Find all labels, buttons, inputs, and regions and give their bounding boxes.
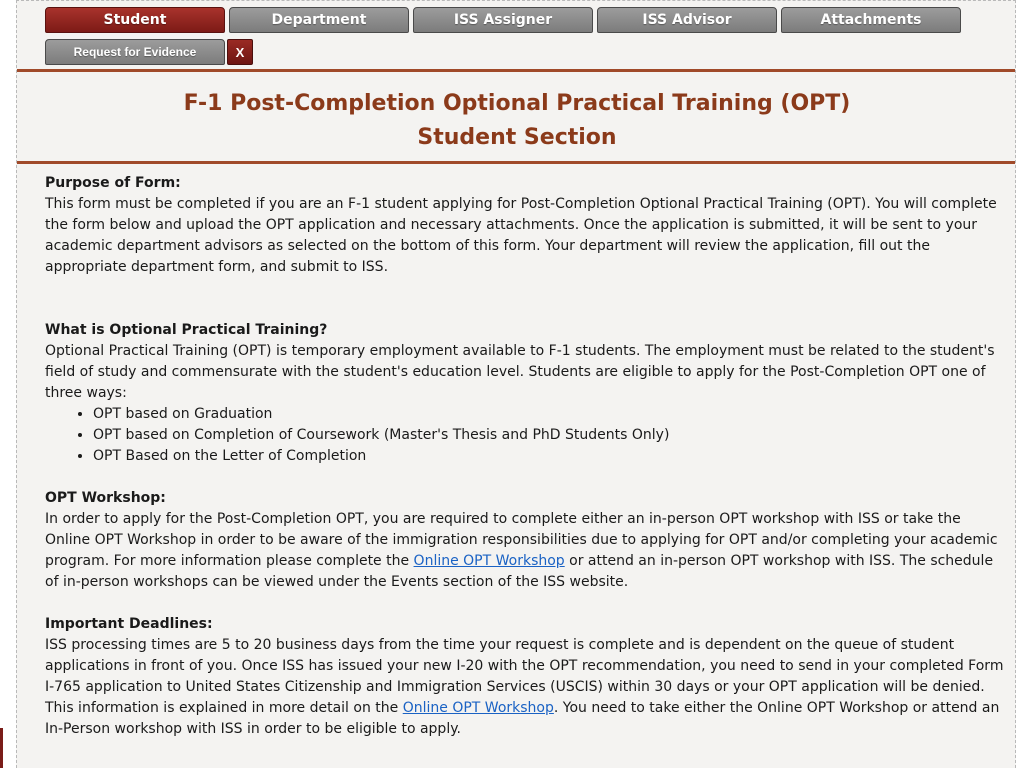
- tab-attachments[interactable]: Attachments: [781, 7, 961, 33]
- what-is-heading: What is Optional Practical Training?: [45, 322, 328, 338]
- purpose-body: This form must be completed if you are an F-1 student applying for Post-Completion Optional Practical Training (OPT). You will complete the form below and upload the OPT application and necessary attachments. Once the application is submitted, it will be sent to your academic department advisors as selected on the bottom of this form. Your department will review the application, fill out the appropriate department form, and submit to ISS.: [45, 196, 997, 275]
- section-opt-workshop: [45, 488, 1009, 593]
- tab-department[interactable]: Department: [229, 7, 409, 33]
- deadlines-heading: Important Deadlines:: [45, 616, 213, 632]
- list-item: • OPT based on Graduation: [93, 404, 1009, 425]
- tab-request-for-evidence[interactable]: Request for Evidence: [45, 39, 225, 65]
- close-tab-button[interactable]: [227, 39, 253, 65]
- tab-iss-advisor[interactable]: ISS Advisor: [597, 7, 777, 33]
- form-content: [45, 173, 1009, 761]
- form-frame: [16, 0, 1016, 768]
- workshop-heading: OPT Workshop:: [45, 490, 166, 506]
- deadlines-body: [45, 635, 1009, 740]
- purpose-heading: Purpose of Form:: [45, 175, 181, 191]
- list-item: • OPT Based on the Letter of Completion: [93, 446, 1009, 467]
- what-is-body: Optional Practical Training (OPT) is temporary employment available to F-1 students. The employment must be related to the student's field of study and commensurate with the student's education level. Students are eligible to apply for the Post-Completion OPT one of three ways:: [45, 343, 995, 401]
- left-edge-marker: [0, 728, 3, 768]
- section-purpose: [45, 173, 1009, 278]
- workshop-text-before: In order to apply for the Post-Completion OPT, you are required to complete either an in-person OPT workshop with ISS or take the Online OPT Workshop in order to be aware of the immigration responsibilities due to applying for OPT and/or completing your academic program. For more information please complete the: [45, 511, 998, 569]
- page-title: [17, 87, 1016, 155]
- deadlines-text-after: . You need to take either the Online OPT Workshop or attend an In-Person workshop with ISS in order to be eligible to apply.: [45, 700, 1000, 737]
- tab-student[interactable]: Student: [45, 7, 225, 33]
- deadlines-text-before: ISS processing times are 5 to 20 business days from the time your request is complete and is dependent on the queue of student applications in front of you. Once ISS has issued your new I-20 with the OPT recommendation, you need to send in your completed Form I-765 application to United States Citizenship and Immigration Services (USCIS) within 30 days or your OPT application will be denied. This information is explained in more detail on the: [45, 637, 1004, 716]
- top-divider: [17, 69, 1016, 72]
- list-item: • OPT based on Completion of Coursework (Master's Thesis and PhD Students Only): [93, 425, 1009, 446]
- workshop-text-after: or attend an in-person OPT workshop with ISS. The schedule of in-person workshops can be viewed under the Events section of the ISS website.: [45, 553, 994, 590]
- page-title-line1: F-1 Post-Completion Optional Practical Training (OPT): [183, 91, 851, 116]
- section-deadlines: [45, 614, 1009, 740]
- online-opt-workshop-link-2[interactable]: Online OPT Workshop: [402, 700, 554, 716]
- section-what-is-opt: [45, 320, 1009, 467]
- close-icon: X: [235, 44, 245, 60]
- title-divider: [17, 161, 1016, 164]
- main-tabs: [45, 7, 961, 33]
- workshop-body: [45, 509, 1009, 593]
- page-title-line2: Student Section: [417, 125, 617, 150]
- opt-ways-list: [45, 404, 1009, 467]
- sub-tabs: [45, 39, 253, 65]
- online-opt-workshop-link[interactable]: Online OPT Workshop: [413, 553, 565, 569]
- tab-iss-assigner[interactable]: ISS Assigner: [413, 7, 593, 33]
